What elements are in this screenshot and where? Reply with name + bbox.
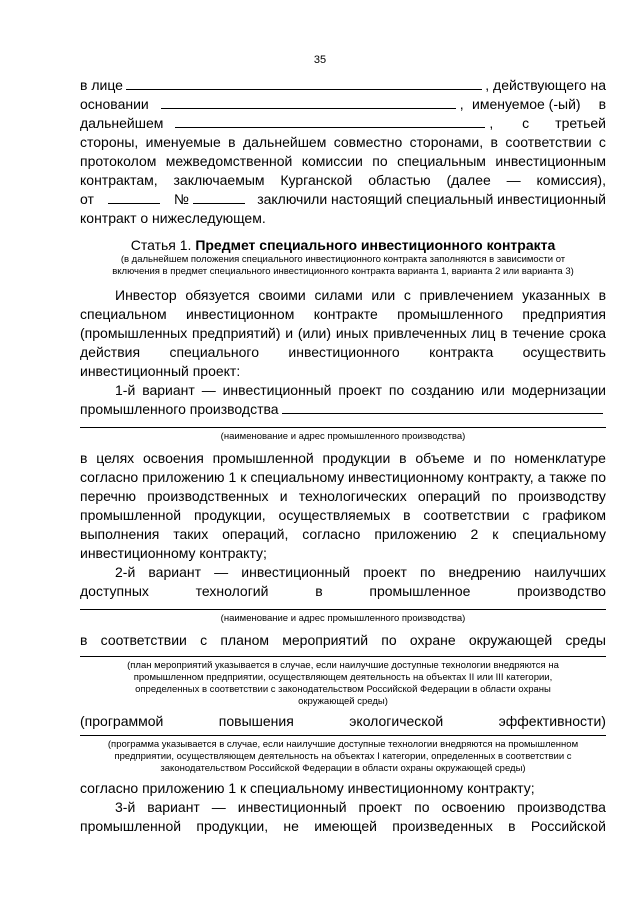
paragraph-line: промышленной продукции, осуществляемых в соответствии с графиком [80, 507, 606, 523]
field-caption: (программа указывается в случае, если наилучшие доступные технологии внедряются на промышленном предприятии, осуществляющем деятельность на объектах I категории, определенных в соответствии с законодательством Российской Федерации в области охраны окружающей среды) [107, 739, 579, 774]
article-title: Статья 1. Предмет специального инвестиционного контракта [130, 237, 556, 253]
variant-3-line: промышленной продукции, не имеющей произведенных в Российской [80, 818, 606, 834]
word: инвестиционным [495, 153, 606, 169]
word: межведомственной [165, 153, 293, 169]
preamble-line-1 [80, 76, 606, 95]
paragraph-line: инвестиционный проект: [80, 363, 241, 379]
text: именуемое (-ый) [472, 96, 581, 112]
variant-1-line: промышленного производства [80, 400, 606, 419]
word: комиссии [301, 153, 363, 169]
text: основании [80, 96, 149, 112]
blank-field [161, 95, 456, 109]
word: сторонами, [409, 134, 484, 150]
variant-2-line: 2-й вариант — инвестиционный проект по внедрению наилучших [115, 564, 606, 580]
page-number: 35 [313, 54, 327, 66]
text: с [522, 115, 530, 131]
blank-field [126, 76, 482, 90]
paragraph-line: выполнения таких операций, согласно приложению 2 к специальному [80, 526, 606, 542]
word: соответствии [505, 134, 592, 150]
text: третьей [555, 115, 606, 131]
text: заключили настоящий специальный инвестиционный [257, 191, 606, 207]
variant-2-line: (программой повышения экологической эффективности) [80, 713, 606, 729]
paragraph-line: действия специального инвестиционного контракта осуществить [80, 344, 606, 360]
word: областью [368, 172, 431, 188]
text: дальнейшем [80, 115, 164, 131]
text: контракт о нижеследующем. [80, 210, 266, 226]
article-note: (в дальнейшем положения специального инвестиционного контракта заполняются в зависимости от включения в предмет специального инвестиционного контракта варианта 1, варианта 2 или варианта 3) [112, 254, 574, 277]
word: дальнейшем [242, 134, 327, 150]
blank-line [80, 609, 606, 610]
blank-line [80, 656, 606, 657]
word: комиссия), [536, 172, 606, 188]
preamble-line-2 [80, 95, 606, 114]
variant-2-line: доступных технологий в промышленное производство [80, 583, 606, 599]
text: , [489, 115, 494, 131]
word: по [372, 153, 388, 169]
word: (далее [446, 172, 491, 188]
paragraph-line: инвестиционному контракту; [80, 545, 267, 561]
blank-field [282, 400, 603, 414]
document-body [80, 76, 606, 836]
preamble-line-4 [80, 133, 606, 152]
field-caption: (наименование и адрес промышленного производства) [220, 613, 466, 624]
word: — [506, 172, 521, 188]
preamble-line-6 [80, 171, 606, 190]
word: стороны, [80, 134, 139, 150]
number-field [193, 190, 245, 204]
word: совместно [333, 134, 403, 150]
text: № [173, 191, 189, 207]
word: заключаемым [173, 172, 265, 188]
blank-line [80, 427, 606, 428]
paragraph-line: перечню производственных и технологических операций по производству [80, 488, 606, 504]
variant-2-line: согласно приложению 1 к специальному инвестиционному контракту; [80, 780, 535, 796]
preamble-line-5 [80, 152, 606, 171]
date-field [108, 190, 160, 204]
paragraph-line: в целях освоения промышленной продукции в объеме и по номенклатуре [80, 450, 606, 466]
word: контрактам, [80, 172, 158, 188]
word: Курганской [280, 172, 353, 188]
text: от [80, 191, 94, 207]
variant-1-line: 1-й вариант — инвестиционный проект по созданию или модернизации [115, 382, 606, 398]
text: , действующего на [485, 77, 606, 93]
field-caption: (наименование и адрес промышленного производства) [220, 431, 466, 442]
blank-line [80, 735, 606, 736]
paragraph-line: согласно приложению 1 к специальному инвестиционному контракту, а также по [80, 469, 606, 485]
paragraph-line: специальном инвестиционном контракте промышленного предприятия [80, 306, 606, 322]
paragraph-line: Инвестор обязуется своими силами или с привлечением указанных в [115, 287, 606, 303]
variant-3-line: 3-й вариант — инвестиционный проект по освоению производства [115, 799, 606, 815]
text: , [459, 96, 464, 112]
word: с [598, 134, 606, 150]
variant-2-line: в соответствии с планом мероприятий по охране окружающей среды [80, 632, 606, 648]
preamble-line-3 [80, 114, 606, 133]
field-caption: (план мероприятий указывается в случае, если наилучшие доступные технологии внедряются на промышленном предприятии, осуществляющем деятельность на объектах II или III категории, определенных в соответствии с законодательством Российской Федерации в области охраны окружающей среды) [127, 660, 559, 707]
text: в [598, 96, 606, 112]
word: протоколом [80, 153, 157, 169]
text: в лице [80, 77, 123, 93]
preamble-line-8 [80, 209, 606, 228]
word: специальным [397, 153, 486, 169]
preamble-line-7 [80, 190, 606, 209]
blank-field [175, 114, 485, 128]
word: в [228, 134, 236, 150]
word: в [490, 134, 498, 150]
word: именуемые [145, 134, 221, 150]
paragraph-line: (промышленных предприятий) и (или) иных привлеченных лиц в течение срока [80, 325, 606, 341]
